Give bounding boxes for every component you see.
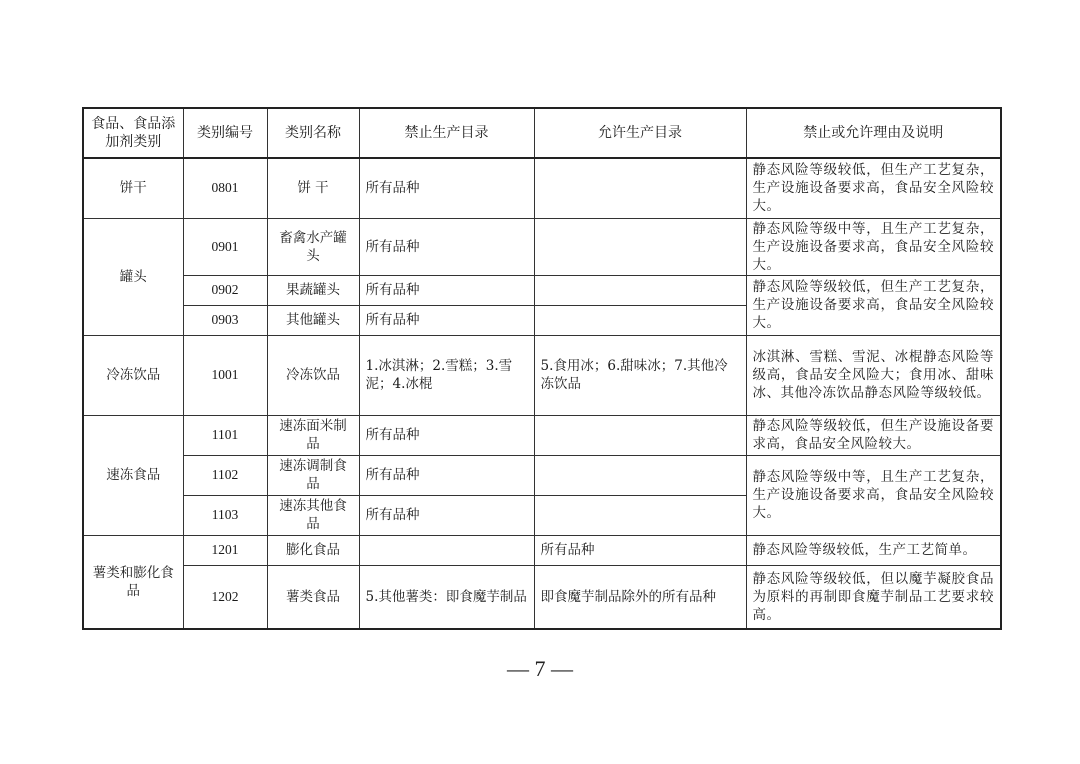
code-cell: 1102 (183, 455, 267, 495)
allowed-cell (534, 305, 746, 335)
table-row (83, 415, 1001, 455)
code-cell: 0903 (183, 305, 267, 335)
name-cell: 速冻调制食品 (267, 455, 359, 495)
header-forbidden: 禁止生产目录 (359, 108, 534, 158)
forbidden-cell: 所有品种 (359, 455, 534, 495)
name-cell: 薯类食品 (267, 565, 359, 629)
header-category: 食品、食品添加剂类别 (83, 108, 183, 158)
table-row (83, 335, 1001, 415)
header-name: 类别名称 (267, 108, 359, 158)
allowed-cell (534, 415, 746, 455)
food-category-table (82, 107, 1002, 630)
page-number: — 7 — (507, 656, 573, 681)
allowed-cell (534, 455, 746, 495)
reason-cell: 静态风险等级较低，生产工艺简单。 (746, 535, 1001, 565)
name-cell: 速冻其他食品 (267, 495, 359, 535)
table-row (83, 565, 1001, 629)
table-row (83, 455, 1001, 495)
category-cell: 薯类和膨化食品 (83, 535, 183, 629)
name-cell: 畜禽水产罐头 (267, 218, 359, 275)
name-cell: 膨化食品 (267, 535, 359, 565)
reason-cell: 静态风险等级中等，且生产工艺复杂，生产设施设备要求高，食品安全风险较大。 (746, 218, 1001, 275)
reason-cell: 静态风险等级较低，但以魔芋凝胶食品为原料的再制即食魔芋制品工艺要求较高。 (746, 565, 1001, 629)
reason-cell: 静态风险等级中等，且生产工艺复杂，生产设施设备要求高，食品安全风险较大。 (746, 455, 1001, 535)
name-cell: 饼 干 (267, 158, 359, 218)
allowed-cell (534, 495, 746, 535)
reason-cell: 静态风险等级较低，但生产工艺复杂，生产设施设备要求高，食品安全风险较大。 (746, 275, 1001, 335)
allowed-cell: 所有品种 (534, 535, 746, 565)
code-cell: 0901 (183, 218, 267, 275)
name-cell: 冷冻饮品 (267, 335, 359, 415)
category-cell: 饼干 (83, 158, 183, 218)
forbidden-cell (359, 535, 534, 565)
allowed-cell (534, 275, 746, 305)
reason-cell: 冰淇淋、雪糕、雪泥、冰棍静态风险等级高，食品安全风险大；食用冰、甜味冰、其他冷冻饮品静态风险等级较低。 (746, 335, 1001, 415)
forbidden-cell: 所有品种 (359, 275, 534, 305)
forbidden-cell: 1.冰淇淋；2.雪糕；3.雪泥；4.冰棍 (359, 335, 534, 415)
category-cell: 罐头 (83, 218, 183, 335)
forbidden-cell: 所有品种 (359, 218, 534, 275)
code-cell: 0801 (183, 158, 267, 218)
table-row (83, 158, 1001, 218)
header-reason: 禁止或允许理由及说明 (746, 108, 1001, 158)
table-row (83, 218, 1001, 275)
category-cell: 速冻食品 (83, 415, 183, 535)
code-cell: 1103 (183, 495, 267, 535)
forbidden-cell: 所有品种 (359, 495, 534, 535)
forbidden-cell: 所有品种 (359, 305, 534, 335)
reason-cell: 静态风险等级较低，但生产工艺复杂，生产设施设备要求高，食品安全风险较大。 (746, 158, 1001, 218)
code-cell: 0902 (183, 275, 267, 305)
code-cell: 1201 (183, 535, 267, 565)
code-cell: 1001 (183, 335, 267, 415)
header-code: 类别编号 (183, 108, 267, 158)
name-cell: 果蔬罐头 (267, 275, 359, 305)
code-cell: 1202 (183, 565, 267, 629)
name-cell: 速冻面米制品 (267, 415, 359, 455)
table-row (83, 535, 1001, 565)
table-header-row (83, 108, 1001, 158)
header-allowed: 允许生产目录 (534, 108, 746, 158)
reason-cell: 静态风险等级较低，但生产设施设备要求高，食品安全风险较大。 (746, 415, 1001, 455)
allowed-cell: 即食魔芋制品除外的所有品种 (534, 565, 746, 629)
allowed-cell (534, 218, 746, 275)
forbidden-cell: 所有品种 (359, 415, 534, 455)
category-cell: 冷冻饮品 (83, 335, 183, 415)
code-cell: 1101 (183, 415, 267, 455)
table-row (83, 275, 1001, 305)
name-cell: 其他罐头 (267, 305, 359, 335)
allowed-cell: 5.食用冰；6.甜味冰；7.其他冷冻饮品 (534, 335, 746, 415)
forbidden-cell: 所有品种 (359, 158, 534, 218)
allowed-cell (534, 158, 746, 218)
forbidden-cell: 5.其他薯类：即食魔芋制品 (359, 565, 534, 629)
